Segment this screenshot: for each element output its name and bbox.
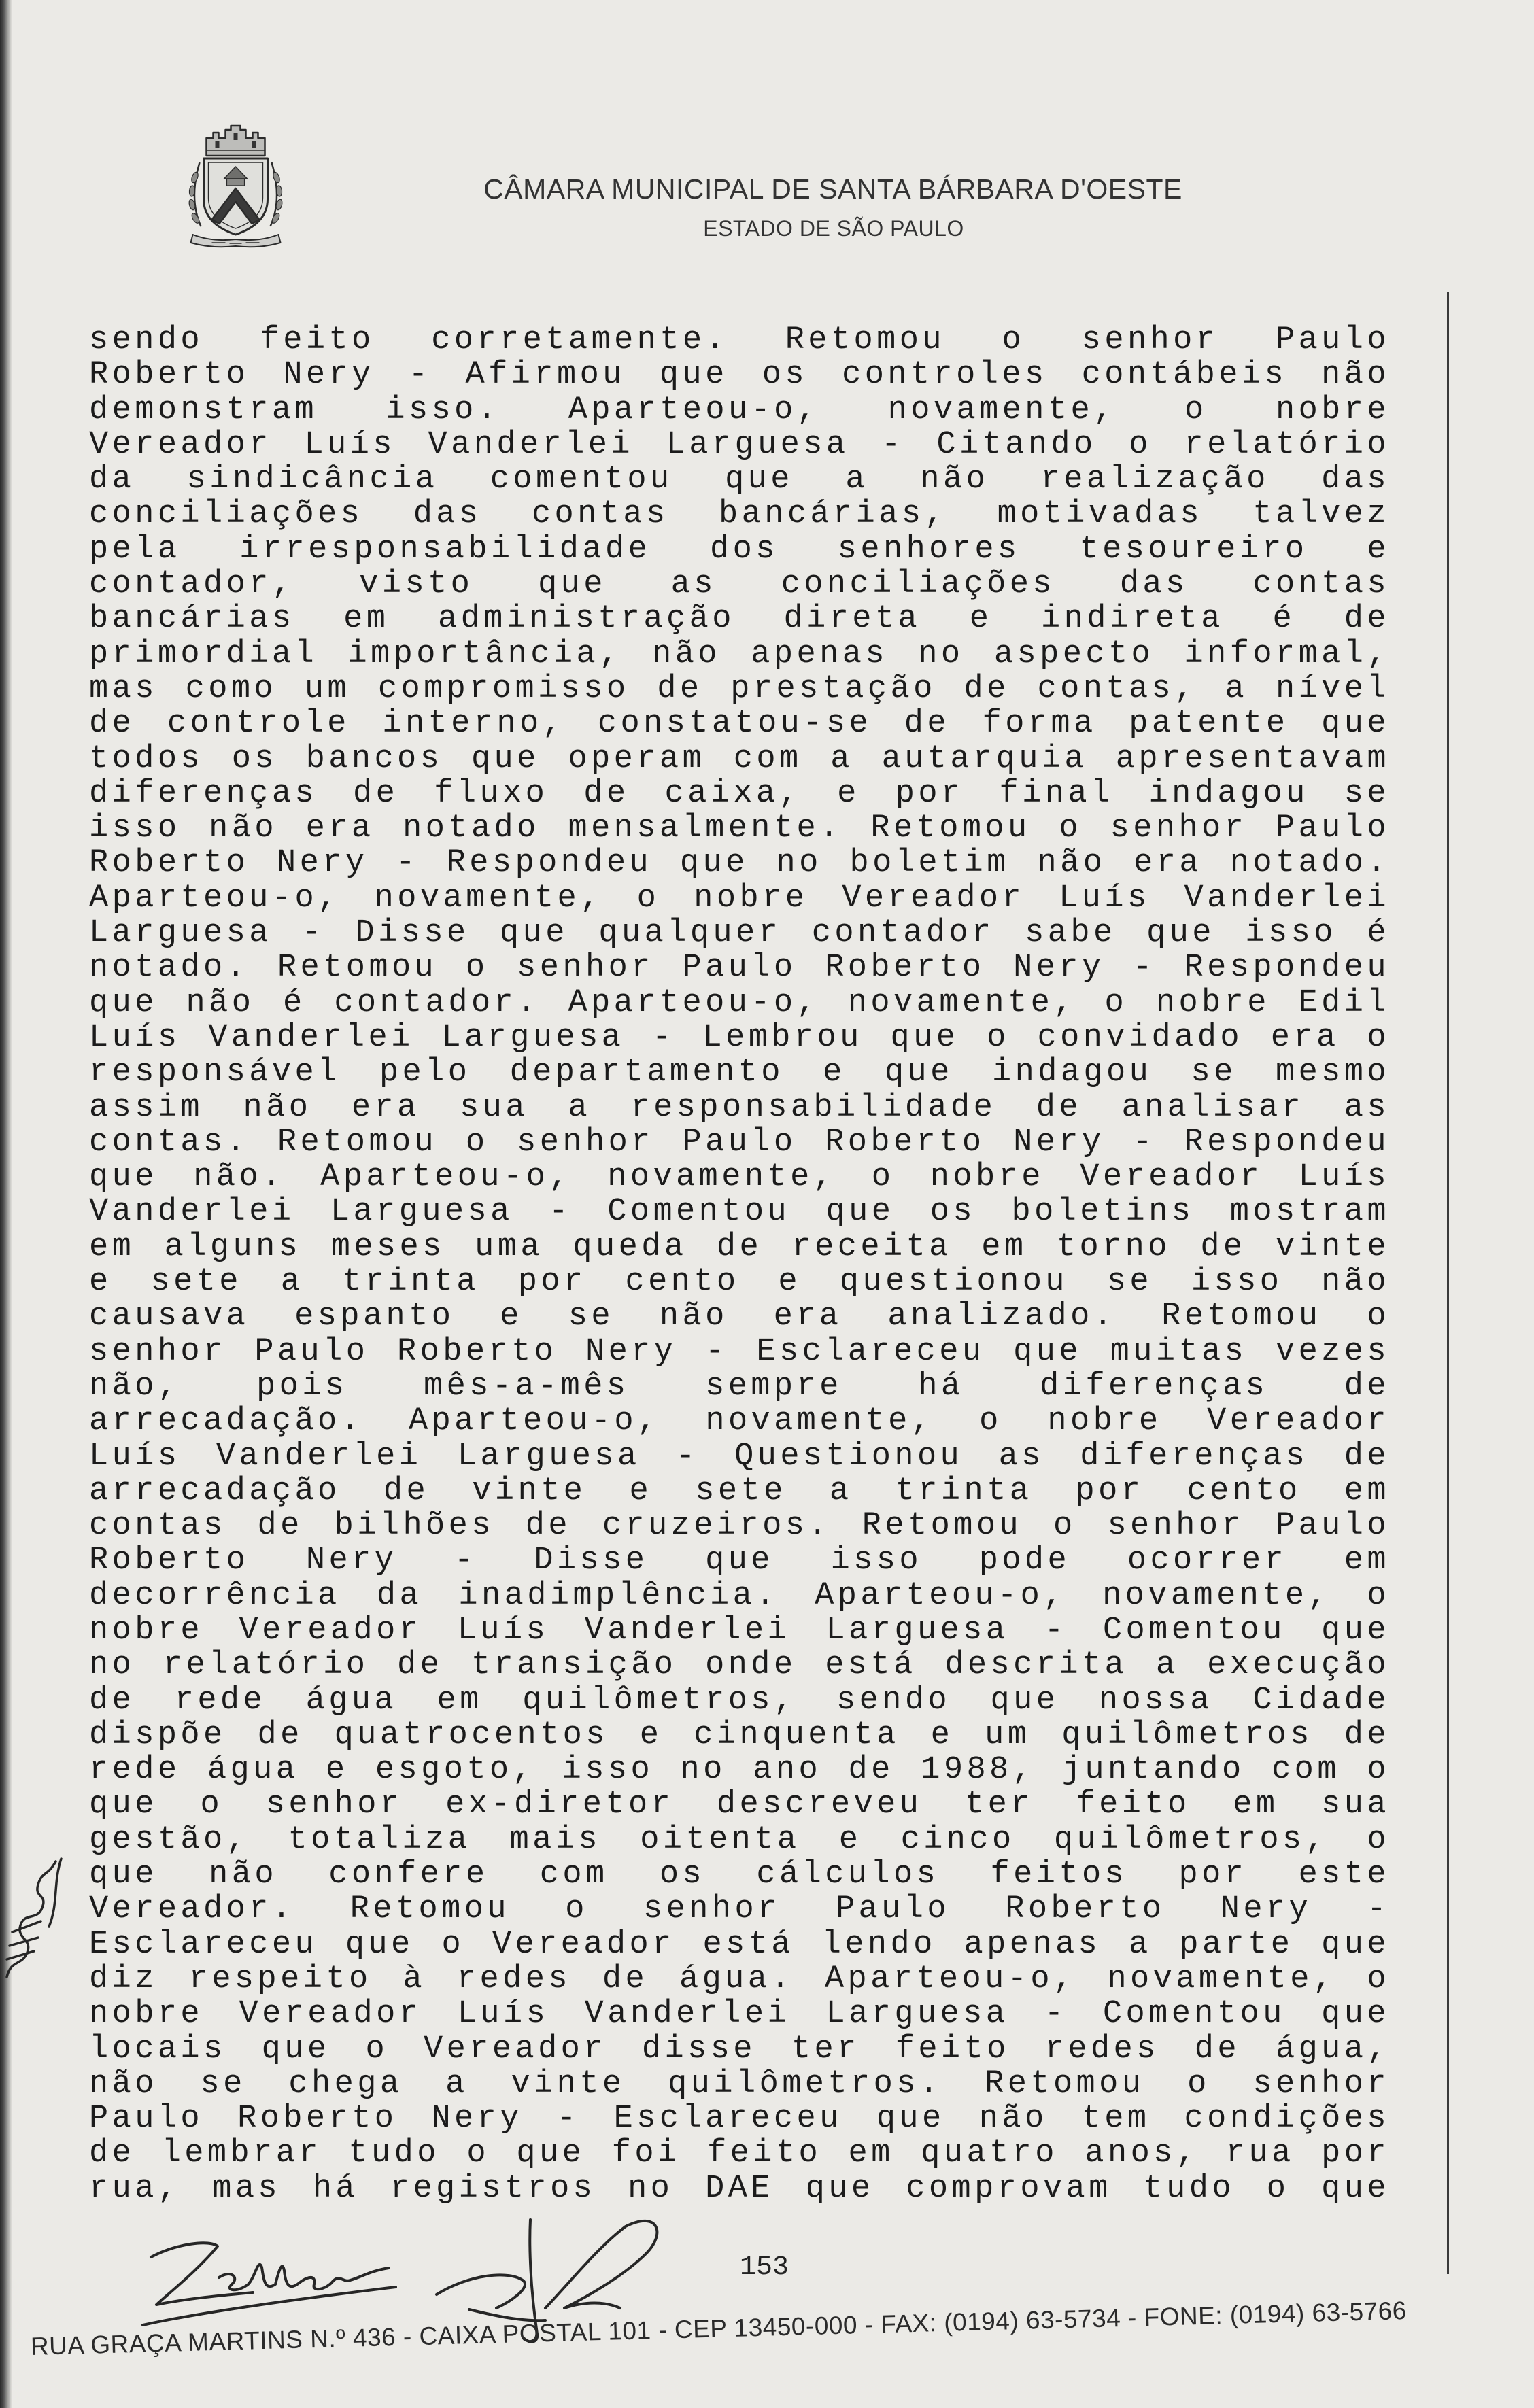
text-line: Roberto Nery - Afirmou que os controles contábeis não: [89, 358, 1390, 393]
text-line: todos os bancos que operam com a autarquia apresentavam: [89, 741, 1390, 776]
text-line: arrecadação. Aparteou-o, novamente, o nobre Vereador: [89, 1404, 1390, 1439]
text-line: e sete a trinta por cento e questionou se isso não: [89, 1265, 1390, 1300]
text-line: Esclareceu que o Vereador está lendo apenas a parte que: [89, 1927, 1390, 1962]
text-line: dispõe de quatrocentos e cinquenta e um quilômetros de: [89, 1717, 1390, 1753]
page-number: 153: [740, 2252, 789, 2283]
text-line: Paulo Roberto Nery - Esclareceu que não tem condições: [89, 2101, 1390, 2137]
text-line: no relatório de transição onde está descrita a execução: [89, 1648, 1390, 1683]
text-line: rede água e esgoto, isso no ano de 1988, juntando com o: [89, 1753, 1390, 1788]
minutes-body-text: [89, 323, 1390, 2206]
text-line: diz respeito à redes de água. Aparteou-o, novamente, o: [89, 1961, 1390, 1997]
text-line: arrecadação de vinte e sete a trinta por cento em: [89, 1473, 1390, 1509]
text-line: contas de bilhões de cruzeiros. Retomou o senhor Paulo: [89, 1509, 1390, 1544]
text-line: pela irresponsabilidade dos senhores tesoureiro e: [89, 532, 1390, 568]
text-line: que não. Aparteou-o, novamente, o nobre Vereador Luís: [89, 1160, 1390, 1195]
text-line: nobre Vereador Luís Vanderlei Larguesa - Comentou que: [89, 1997, 1390, 2032]
text-line: demonstram isso. Aparteou-o, novamente, o nobre: [89, 392, 1390, 428]
text-line: Luís Vanderlei Larguesa - Questionou as diferenças de: [89, 1439, 1390, 1474]
right-margin-rule: [1447, 292, 1449, 2274]
text-line: que o senhor ex-diretor descreveu ter feito em sua: [89, 1787, 1390, 1823]
footer-address: RUA GRAÇA MARTINS N.º 436 - CAIXA POSTAL 101 - CEP 13450-000 - FAX: (0194) 63-5734 - FONE: (0194) 63-5766: [30, 2297, 1408, 2360]
text-line: Vanderlei Larguesa - Comentou que os boletins mostram: [89, 1194, 1390, 1230]
text-line: de controle interno, constatou-se de forma patente que: [89, 706, 1390, 742]
text-line: notado. Retomou o senhor Paulo Roberto Nery - Respondeu: [89, 950, 1390, 986]
text-line: de rede água em quilômetros, sendo que nossa Cidade: [89, 1683, 1390, 1718]
text-line: Aparteou-o, novamente, o nobre Vereador Luís Vanderlei: [89, 880, 1390, 916]
text-line: bancárias em administração direta e indireta é de: [89, 602, 1390, 637]
text-line: mas como um compromisso de prestação de contas, a nível: [89, 671, 1390, 707]
text-line: contador, visto que as conciliações das contas: [89, 567, 1390, 602]
text-line: não se chega a vinte quilômetros. Retomou o senhor: [89, 2066, 1390, 2102]
text-line: senhor Paulo Roberto Nery - Esclareceu que muitas vezes: [89, 1334, 1390, 1369]
text-line: Luís Vanderlei Larguesa - Lembrou que o convidado era o: [89, 1020, 1390, 1056]
text-line: nobre Vereador Luís Vanderlei Larguesa - Comentou que: [89, 1613, 1390, 1649]
text-line: sendo feito corretamente. Retomou o senhor Paulo: [89, 323, 1390, 358]
text-line: gestão, totaliza mais oitenta e cinco quilômetros, o: [89, 1822, 1390, 1858]
text-line: causava espanto e se não era analizado. Retomou o: [89, 1299, 1390, 1335]
text-line: que não confere com os cálculos feitos por este: [89, 1857, 1390, 1893]
text-line: de lembrar tudo o que foi feito em quatro anos, rua por: [89, 2136, 1390, 2171]
text-line: isso não era notado mensalmente. Retomou o senhor Paulo: [89, 811, 1390, 846]
text-line: Larguesa - Disse que qualquer contador sabe que isso é: [89, 916, 1390, 951]
text-line: Vereador Luís Vanderlei Larguesa - Citando o relatório: [89, 427, 1390, 463]
text-line: diferenças de fluxo de caixa, e por final indagou se: [89, 776, 1390, 812]
state-subheading: ESTADO DE SÃO PAULO: [703, 216, 964, 241]
text-line: não, pois mês-a-mês sempre há diferenças de: [89, 1369, 1390, 1405]
scan-edge: [0, 0, 12, 2408]
text-line: em alguns meses uma queda de receita em torno de vinte: [89, 1229, 1390, 1265]
text-line: da sindicância comentou que a não realização das: [89, 462, 1390, 498]
coat-of-arms-emblem: [184, 123, 287, 249]
signature-1: [136, 2230, 401, 2332]
text-line: Roberto Nery - Respondeu que no boletim não era notado.: [89, 846, 1390, 881]
margin-initials: [0, 1856, 65, 1992]
text-line: que não é contador. Aparteou-o, novamente, o nobre Edil: [89, 985, 1390, 1020]
text-line: Vereador. Retomou o senhor Paulo Roberto Nery -: [89, 1892, 1390, 1927]
text-line: rua, mas há registros no DAE que comprovam tudo o que: [89, 2171, 1390, 2207]
text-line: conciliações das contas bancárias, motivadas talvez: [89, 497, 1390, 532]
text-line: Roberto Nery - Disse que isso pode ocorrer em: [89, 1543, 1390, 1579]
text-line: decorrência da inadimplência. Aparteou-o, novamente, o: [89, 1578, 1390, 1613]
text-line: contas. Retomou o senhor Paulo Roberto Nery - Respondeu: [89, 1124, 1390, 1160]
text-line: responsável pelo departamento e que indagou se mesmo: [89, 1055, 1390, 1090]
council-name-heading: CÂMARA MUNICIPAL DE SANTA BÁRBARA D'OESTE: [483, 173, 1182, 205]
text-line: primordial importância, não apenas no aspecto informal,: [89, 636, 1390, 672]
text-line: assim não era sua a responsabilidade de analisar as: [89, 1090, 1390, 1125]
text-line: locais que o Vereador disse ter feito redes de água,: [89, 2031, 1390, 2067]
